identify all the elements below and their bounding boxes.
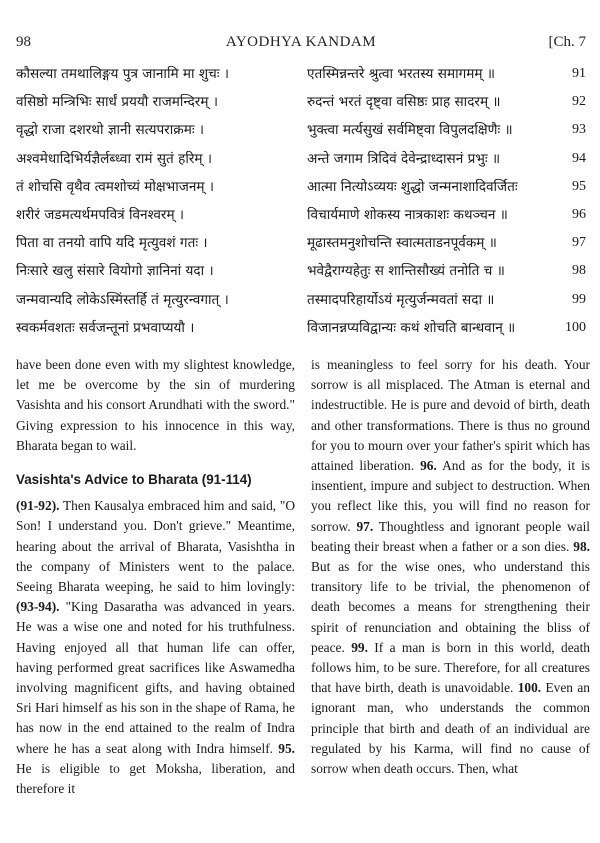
verse-number: 96 (572, 206, 586, 222)
verse-ref: 100. (517, 680, 542, 696)
verse-right: विजानन्नप्यविद्वान्यः कथं शोचति बान्धवान् ॥ (307, 319, 516, 336)
verse-number: 94 (572, 150, 586, 166)
paragraph: have been done even with my slightest knowledge, let me be overcome by the sin of murdering Vasishta and his consort Arundhati with the sword." Giving expression to his innocence in this way, Bharata began to wail. (16, 357, 295, 453)
verse-line (16, 60, 586, 88)
verse-left: तं शोचसि वृथैव त्वमशोच्यं मोक्षभाजनम् । (16, 178, 214, 195)
verse-left: कौसल्या तमथालिङ्गय पुत्र जानामि मा शुचः । (16, 66, 229, 82)
left-text-column (16, 355, 295, 799)
paragraph (311, 355, 590, 779)
verse-right: तस्मादपरिहार्योऽयं मृत्युर्जन्मवतां सदा ॥ (307, 291, 495, 308)
verse-right: विचार्यमाणे शोकस्य नात्रकाशः कथञ्चन ॥ (307, 206, 508, 223)
verse-left: शरीरं जडमत्यर्थमपवित्रं विनश्वरम् । (16, 206, 185, 223)
paragraph-text: If a man is born in this world, death follows him, to be sure. Therefore, for all creatures that have birth, death is unavoidable. (311, 639, 590, 696)
verse-left: जन्मवान्यदि लोकेऽस्मिंस्तर्हि तं मृत्युरन्वगात् । (16, 291, 229, 308)
verse-number: 91 (572, 66, 586, 81)
verse-right: भवेद्वैराग्यहेतुः स शान्तिसौख्यं तनोति च ॥ (307, 263, 505, 280)
paragraph-text: "King Dasaratha was advanced in years. He was a wise one and noted for his truthfulness. Having enjoyed all that human life can offer, having performed great sacrifices like Aswamedha involving magnificent gifts, and having obtained Sri Hari himself as his son in the shape of Rama, he has now in the end attained to the realm of Indra where he has a seat along with Indra himself. (16, 599, 295, 756)
verse-right: भुक्त्वा मर्त्यसुखं सर्वमिष्ट्वा विपुलदक्षिणैः ॥ (307, 122, 513, 139)
verse-right: मूढास्तमनुशोचन्ति स्वात्मताडनपूर्वकम् ॥ (307, 235, 497, 252)
verse-line (16, 88, 586, 116)
verse-left: वृद्धो राजा दशरथो ज्ञानी सत्यपराक्रमः । (16, 122, 205, 139)
verse-ref: 98. (573, 538, 590, 554)
paragraph-text: Even an ignorant man, who understands the common principle that birth and death of an individual are regulated by his Karma, will find no cause of sorrow when death occurs. Then, what (311, 680, 590, 777)
paragraph-text: And as for the body, it is insentient, impure and subject to destruction. When you reflect like this, you will find no reason for sorrow. (311, 458, 590, 534)
page-number: 98 (16, 34, 31, 50)
verse-left: स्वकर्मवशतः सर्वजन्तूनां प्रभवाप्ययौ । (16, 319, 195, 336)
verse-line (16, 201, 586, 229)
verse-line (16, 145, 586, 173)
verse-number: 95 (572, 178, 586, 194)
verse-ref: 99. (351, 639, 368, 655)
verse-line (16, 229, 586, 257)
verse-ref: (93-94). (16, 599, 60, 615)
paragraph-text: is meaningless to feel sorry for his death. Your sorrow is all misplaced. The Atman is eternal and indestructible. He is pure and devoid of birth, death and other transformations. There is thus no ground for you to mourn over your father's spirit which has attained liberation. (311, 357, 590, 474)
verse-ref: 95. (278, 740, 295, 756)
verse-ref: (91-92). (16, 498, 60, 514)
page-title: AYODHYA KANDAM (225, 34, 377, 50)
verse-left: वसिष्ठो मन्त्रिभिः सार्धं प्रययौ राजमन्दिरम् । (16, 94, 218, 111)
page-header (16, 34, 586, 54)
verse-number: 98 (572, 263, 586, 279)
paragraph-text: But as for the wise ones, who understand this transitory life to be trivial, the phenomenon of death becomes a means for strengthening their spirit of renunciation and obtaining the bliss of peace. (311, 559, 590, 655)
verse-left: निःसारे खलु संसारे वियोगो ज्ञानिनां यदा । (16, 263, 214, 280)
verse-right: एतस्मिन्नन्तरे श्रुत्वा भरतस्य समागमम् ॥ (307, 66, 495, 82)
verse-line (16, 173, 586, 201)
verse-ref: 96. (420, 458, 437, 474)
verse-number: 97 (572, 235, 586, 251)
verse-number: 100 (565, 319, 586, 335)
verse-number: 99 (572, 291, 586, 307)
verse-line (16, 116, 586, 144)
verse-number: 92 (572, 94, 586, 110)
verse-line (16, 257, 586, 285)
verse-right: आत्मा नित्योऽव्ययः शुद्धो जन्मनाशादिवर्जितः (307, 178, 518, 195)
verse-number: 93 (572, 122, 586, 138)
sanskrit-verses (16, 60, 586, 342)
paragraph-text: Thoughtless and ignorant people wail beating their breast when a father or a son dies. (311, 518, 591, 554)
paragraph (16, 496, 295, 799)
paragraph-text: He is eligible to get Moksha, liberation, and therefore it (16, 760, 295, 797)
verse-left: पिता वा तनयो वापि यदि मृत्युवशं गतः । (16, 235, 208, 252)
verse-left: अश्वमेधादिभिर्यज्ञैर्लब्ध्वा रामं सुतं हरिम् । (16, 150, 213, 167)
chapter-label: [Ch. 7 (548, 34, 586, 50)
section-heading: Vasishta's Advice to Bharata (91-114) (16, 472, 252, 488)
verse-right: रुदन्तं भरतं दृष्ट्वा वसिष्ठः प्राह सादरम् ॥ (307, 94, 501, 111)
verse-line (16, 286, 586, 314)
right-text-column (311, 355, 590, 779)
verse-line (16, 314, 586, 342)
verse-ref: 97. (356, 518, 374, 534)
verse-right: अन्ते जगाम त्रिदिवं देवेन्द्राध्दासनं प्रभुः ॥ (307, 150, 501, 167)
paragraph-text: Then Kausalya embraced him and said, "O Son! I understand you. Don't grieve." Meantime, hearing about the arrival of Bharata, Vasishtha in the company of Ministers went to the palace. Seeing Bharata weeping, he said to him lovingly: (16, 498, 295, 595)
